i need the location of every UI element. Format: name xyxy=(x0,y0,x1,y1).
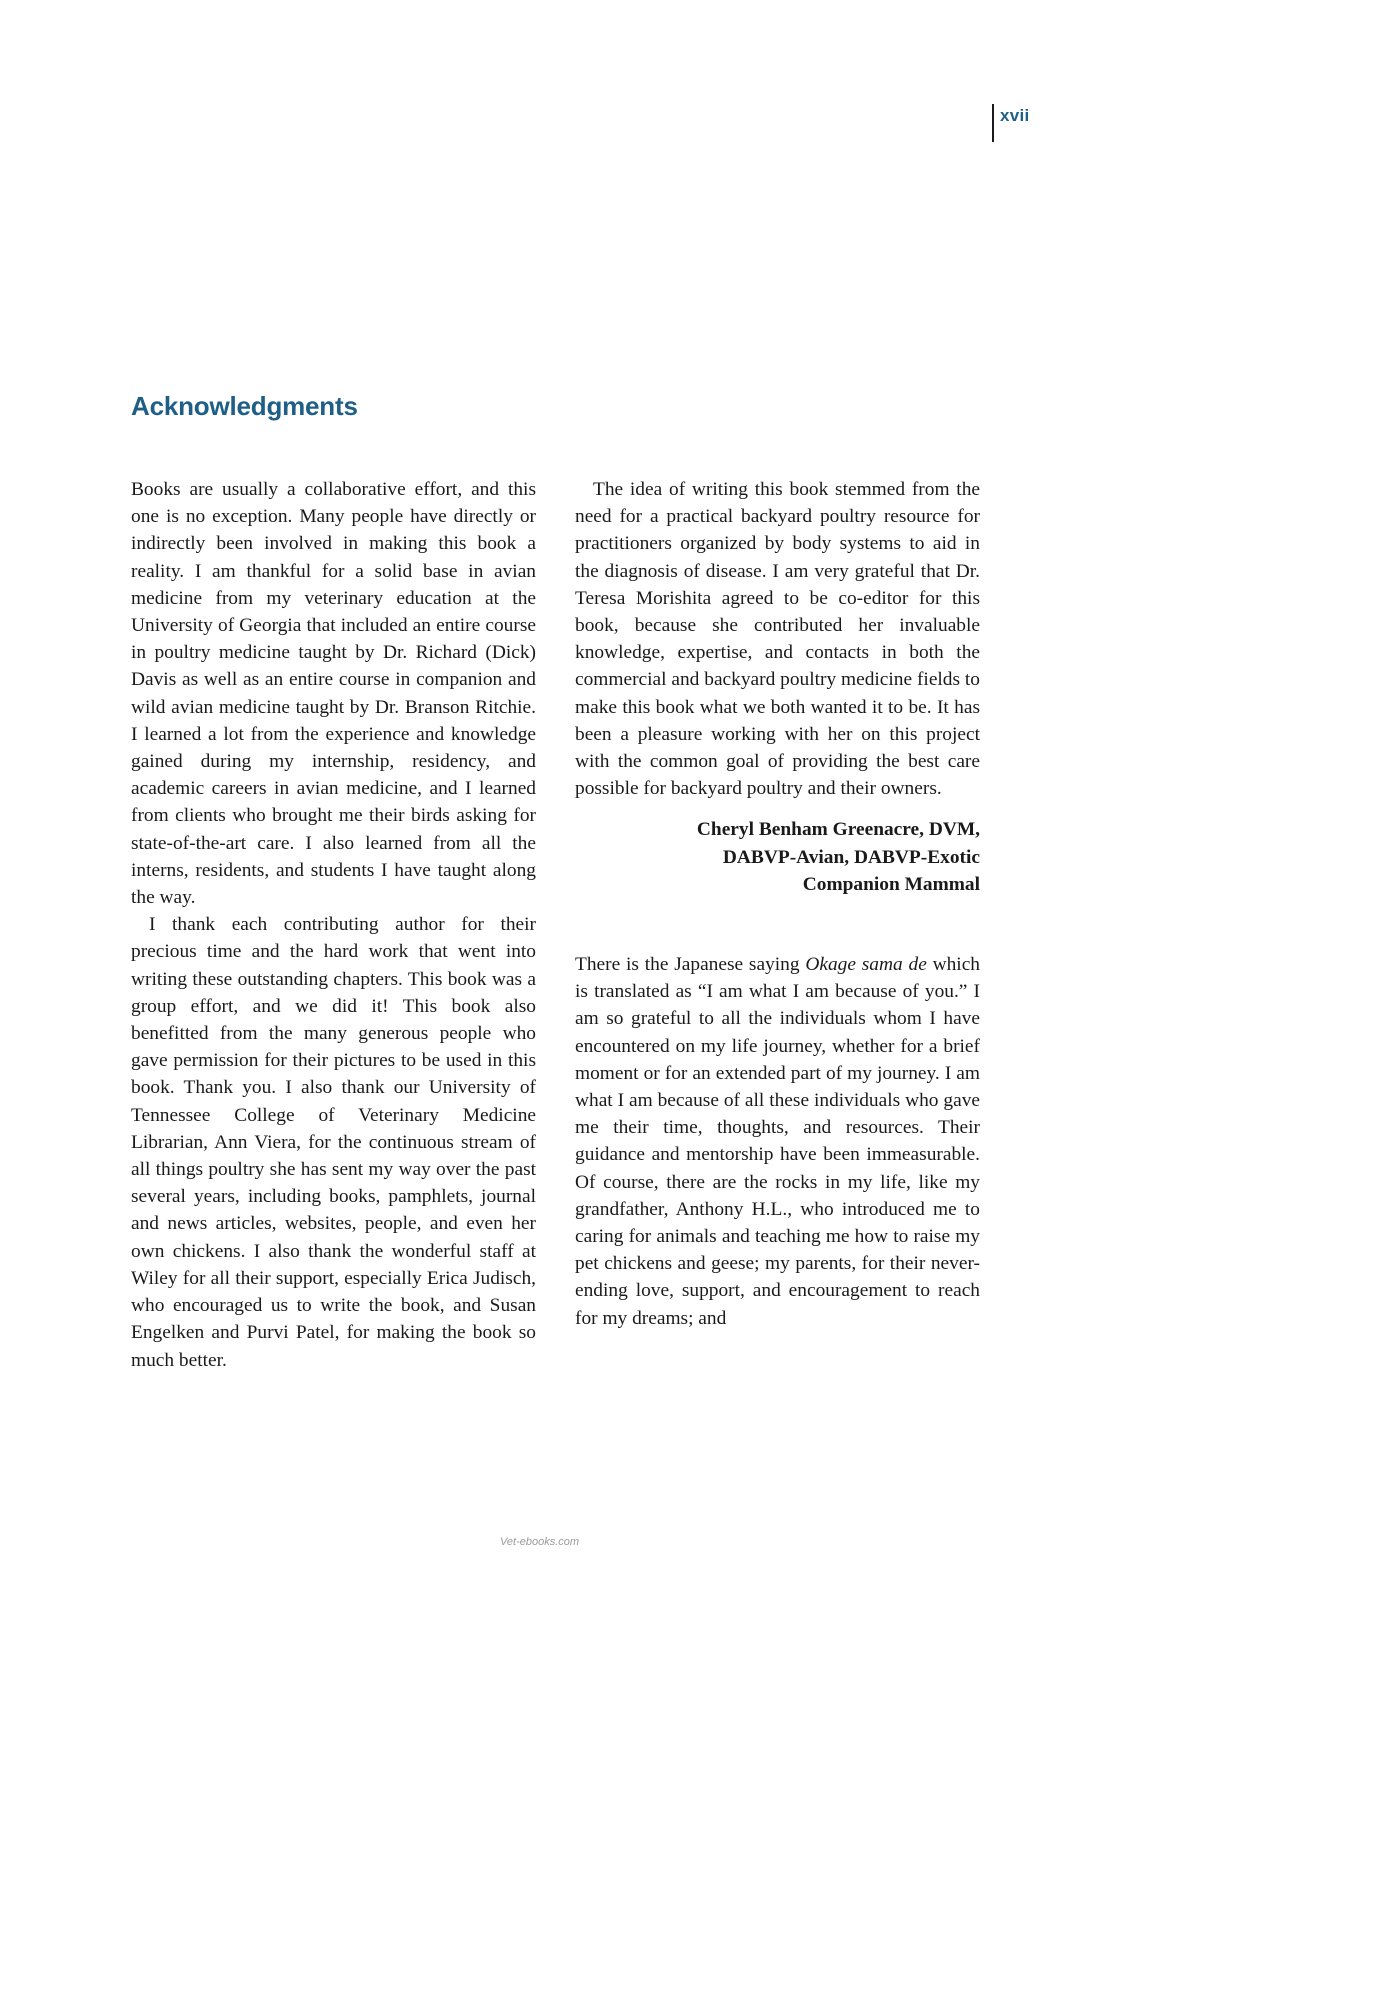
watermark: Vet-ebooks.com xyxy=(500,1536,580,1548)
right-column xyxy=(575,476,980,1332)
signature-line-3: Companion Mammal xyxy=(802,873,980,895)
signature-line-1: Cheryl Benham Greenacre, DVM, xyxy=(696,819,980,841)
page-number: xvii xyxy=(1000,106,1030,125)
section-heading: Acknowledgments xyxy=(131,391,358,421)
right-paragraph-1: The idea of writing this book stemmed from the need for a practical backyard poultry resource for practitioners organized by body systems to aid in the diagnosis of disease. I am very grateful that Dr. Teresa Morishita agreed to be co-editor for this book, because she contributed her invaluable knowledge, expertise, and contacts in both the commercial and backyard poultry medicine fields to make this book what we both wanted it to be. It has been a pleasure working with her on this project with the common goal of providing the best care possible for backyard poultry and their owners. xyxy=(575,479,980,800)
japanese-saying: Okage sama de xyxy=(805,954,927,976)
page-number-rule xyxy=(992,104,994,142)
left-column xyxy=(131,476,536,1374)
author-signature xyxy=(575,816,980,898)
paragraph-2-body: which is translated as “I am what I am because of you.” I am so grateful to all the individuals whom I have encountered on my life journey, whether for a brief moment or for an extended part of my journey. I am what I am because of all these individuals who gave me their time, thoughts, and resources. Their guidance and mentorship have been immeasurable. Of course, there are the rocks in my life, like my grandfather, Anthony H.L., who introduced me to caring for animals and teaching me how to raise my pet chickens and geese; my parents, for their never-ending love, support, and encouragement to reach for my dreams; and xyxy=(575,954,980,1329)
left-paragraph-1: Books are usually a collaborative effort, and this one is no exception. Many people have directly or indirectly been involved in making this book a reality. I am thankful for a solid base in avian medicine from my veterinary education at the University of Georgia that included an entire course in poultry medicine taught by Dr. Richard (Dick) Davis as well as an entire course in companion and wild avian medicine taught by Dr. Branson Ritchie. I learned a lot from the experience and knowledge gained during my internship, residency, and academic careers in avian medicine, and I learned from clients who brought me their birds asking for state-of-the-art care. I also learned from all the interns, residents, and students I have taught along the way. xyxy=(131,479,536,909)
signature-line-2: DABVP-Avian, DABVP-Exotic xyxy=(722,846,980,868)
left-paragraph-2: I thank each contributing author for their precious time and the hard work that went into writing these outstanding chapters. This book was a group effort, and we did it! This book also benefitted from the many generous people who gave permission for their pictures to be used in this book. Thank you. I also thank our University of Tennessee College of Veterinary Medicine Librarian, Ann Viera, for the continuous stream of all things poultry she has sent my way over the past several years, including books, pamphlets, journal and news articles, websites, people, and even her own chickens. I also thank the wonderful staff at Wiley for all their support, especially Erica Judisch, who encouraged us to write the book, and Susan Engelken and Purvi Patel, for making the book so much better. xyxy=(131,914,536,1371)
right-paragraph-2 xyxy=(575,951,980,1332)
paragraph-2-lead: There is the Japanese saying xyxy=(575,954,806,976)
